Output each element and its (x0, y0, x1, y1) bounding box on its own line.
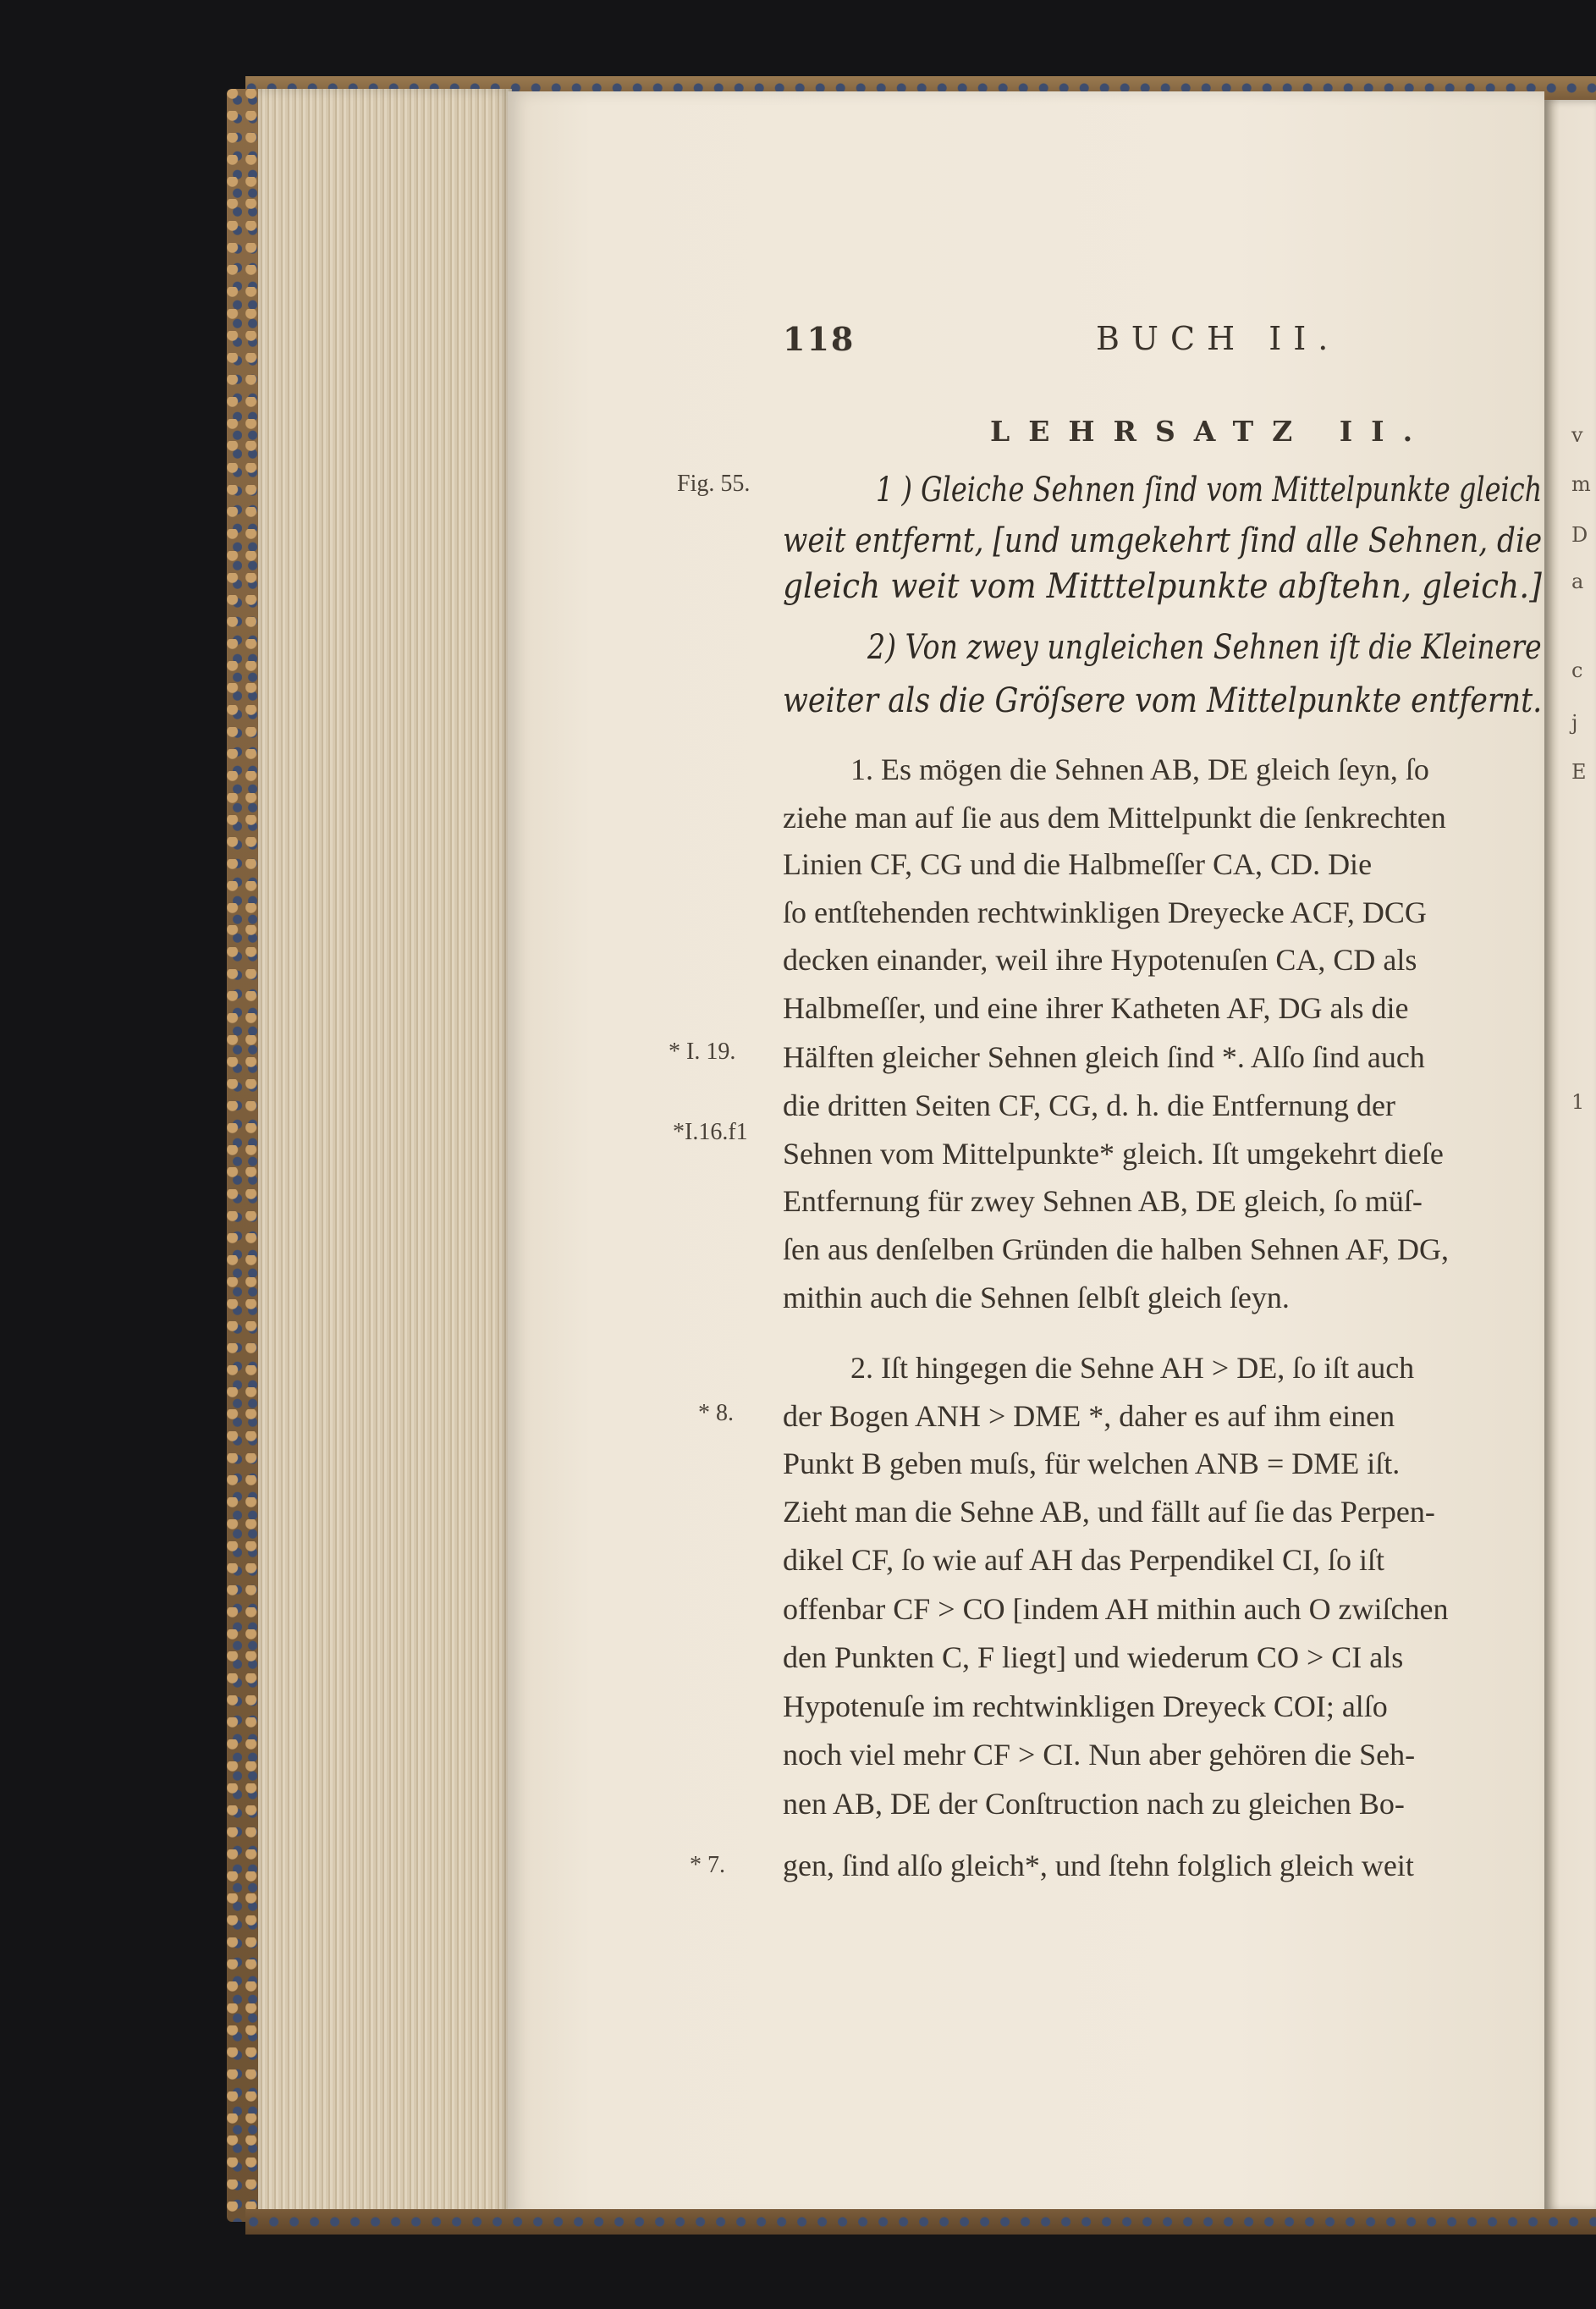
facing-page-letter: j (1571, 711, 1578, 735)
proof-line: ziehe man auf ſie aus dem Mittelpunkt die ſenkrechten (783, 801, 1446, 835)
proof-line: Sehnen vom Mittelpunkte* gleich. Iſt umgekehrt dieſe (783, 1137, 1444, 1171)
page-stack-edges (258, 89, 512, 2218)
statement-line: gleich weit vom Mitttelpunkte abſtehn, gleich.] (783, 567, 1542, 606)
proof-line: ſo entſtehenden rechtwinkligen Dreyecke ACF, DCG (783, 895, 1427, 929)
cover-bottom-edge (245, 2209, 1596, 2235)
proof-line: dikel CF, ſo wie auf AH das Perpendikel CI, ſo iſt (783, 1543, 1385, 1577)
facing-page-edge (1544, 100, 1596, 2212)
margin-note-reference: * 8. (698, 1400, 734, 1426)
proof-line: Entfernung für zwey Sehnen AB, DE gleich, ſo müſ- (783, 1184, 1423, 1218)
proof-line: ſen aus denſelben Gründen die halben Sehnen AF, DG, (783, 1232, 1449, 1266)
proof-line: den Punkten C, F liegt] und wiederum CO > CI als (783, 1640, 1404, 1674)
proof-line: Punkt B geben muſs, für welchen ANB = DME iſt. (783, 1447, 1401, 1480)
proof-line: nen AB, DE der Conſtruction nach zu gleichen Bo- (783, 1787, 1405, 1821)
proof-line: Hälften gleicher Sehnen gleich ſind *. Alſo ſind auch (783, 1040, 1425, 1074)
proof-line: die dritten Seiten CF, CG, d. h. die Entfernung der (783, 1088, 1395, 1122)
statement-line: 1 ) Gleiche Sehnen ſind vom Mittelpunkte gleich (876, 471, 1543, 510)
margin-note-reference: * I. 19. (669, 1039, 736, 1065)
proof-line: Zieht man die Sehne AB, und fällt auf ſie das Perpen- (783, 1495, 1435, 1529)
proof-line: offenbar CF > CO [indem AH mithin auch O zwiſchen (783, 1592, 1449, 1626)
margin-note-reference: * 7. (690, 1852, 725, 1878)
page-number: 118 (783, 320, 856, 358)
statement-line: 2) Von zwey ungleichen Sehnen iſt die Kleinere (867, 628, 1542, 667)
proof-line: gen, ſind alſo gleich*, und ſtehn folglich gleich weit (783, 1849, 1414, 1882)
marbled-cover (227, 89, 262, 2222)
proof-line: noch viel mehr CF > CI. Nun aber gehören die Seh- (783, 1738, 1416, 1772)
margin-note-reference: *I.16.f1 (673, 1119, 748, 1145)
proof-line: 1. Es mögen die Sehnen AB, DE gleich ſeyn, ſo (850, 752, 1429, 786)
proof-line: mithin auch die Sehnen ſelbſt gleich ſeyn. (783, 1281, 1290, 1314)
proof-line: der Bogen ANH > DME *, daher es auf ihm einen (783, 1399, 1395, 1433)
margin-note-figure: Fig. 55. (677, 471, 751, 497)
running-title: BUCH II. (1096, 320, 1340, 357)
proof-line: 2. Iſt hingegen die Sehne AH > DE, ſo iſt auch (850, 1351, 1415, 1385)
proof-line: Halbmeſſer, und eine ihrer Katheten AF, DG als die (783, 991, 1409, 1025)
facing-page-letter: E (1571, 760, 1587, 784)
facing-page-letter: D (1571, 523, 1588, 547)
facing-page-letter: a (1571, 570, 1584, 593)
facing-page-letter: 1 (1571, 1090, 1585, 1114)
facing-page-letter: m (1571, 472, 1591, 496)
proof-line: Linien CF, CG und die Halbmeſſer CA, CD. Die (783, 847, 1373, 881)
facing-page-letter: c (1571, 659, 1583, 682)
proof-line: Hypotenuſe im rechtwinkligen Dreyeck COI; alſo (783, 1689, 1388, 1723)
theorem-heading: LEHRSATZ II. (990, 415, 1432, 448)
facing-page-letter: v (1571, 423, 1583, 447)
proof-line: decken einander, weil ihre Hypotenuſen CA, CD als (783, 943, 1417, 977)
statement-line: weiter als die Gröſsere vom Mittelpunkte entfernt. (783, 681, 1543, 720)
statement-line: weit entfernt, [und umgekehrt ſind alle Sehnen, die (783, 521, 1543, 560)
